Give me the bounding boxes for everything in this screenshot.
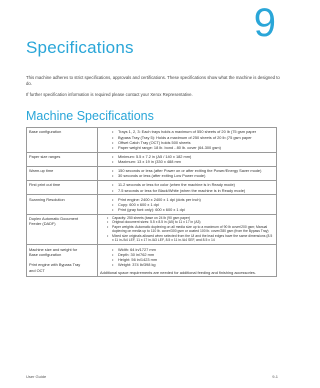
spec-row [27,214,277,245]
spec-bullet-list [100,182,274,192]
spec-value [98,152,277,166]
spec-value [98,214,277,245]
spec-label-line: Scanning Resolution [29,196,65,202]
spec-label-line: Feeder (DADF) [29,221,56,227]
spec-bullet: • 30 seconds or less (after exiting Low Power mode) [118,173,274,178]
spec-bullet: • Bypass Tray (Tray 5): Holds a maximum of 250 sheets of 20 lb (75 gsm paper [118,135,274,140]
spec-label [27,195,98,214]
spec-bullet-list [100,247,274,268]
spec-bullet: • Maximum: 13 x 19 in (330 x 488 mm [118,159,274,164]
spec-label [27,152,98,166]
spec-bullet: • Depth: 30 in/762 mm [118,252,274,257]
spec-label-line: Machine size and weight for [29,246,78,252]
spec-bullet: • Trays 1, 2, 3: Each trays holds a maximum of 550 sheets of 20 lb (75 gsm paper [118,129,274,134]
intro-paragraph: If further specification information is required please contact your Xerox Representative. [26,92,193,97]
spec-bullet: • Copy: 600 x 600 x 1 dpi [118,202,274,207]
intro-paragraph: This machine adheres to strict specifications, approvals and certifications. These specifications show what the machine is designed to do. [26,75,280,87]
spec-bullet: • Width: 64 in/1727 mm [118,247,274,252]
spec-bullet: • Minimum: 5.5 x 7.2 in (A5 / 140 x 182 mm) [118,154,274,159]
spec-bullet: • Print engine: 2400 x 2400 x 1 dpi (dots per inch) [118,197,274,202]
footer-guide-name: User Guide [26,374,47,379]
spec-label-line: and OCT [29,267,45,273]
intro-text [26,75,281,103]
spec-label [27,128,98,153]
section-title: Machine Specifications [26,109,154,123]
spec-bullet: • Offset Catch Tray (OCT) holds 500 sheets [118,140,274,145]
spec-bullet: • Capacity: 250 sheets (base on 24 lb (90 gsm paper) [112,216,274,221]
spec-bullet: • Paper weights: Automatic duplexing on all media size up to a maximum of 90 lb cover/200 gsm; Manual duplexing on media up to 110 lb. cover/300 gsm or coated 100 lb. cover/280 gsm (from the Bypass Tray) [112,225,274,234]
spec-bullet-list [100,216,274,243]
spec-bullet: • 150 seconds or less (after Power on or after exiting the Power/Energy Saver mode) [118,168,274,173]
spec-bullet-list [100,129,274,150]
spec-row [27,245,277,277]
spec-label-line: Warm-up time [29,168,54,174]
spec-label [27,245,98,277]
spec-value [98,195,277,214]
spec-bullet-list [100,154,274,164]
spec-bullet: • Height: 56 in/1423 mm [118,257,274,262]
spec-label-line: Base configuration [29,251,62,257]
spec-bullet: • Original document sizes: 5.5 x 8.5 in (A5) to 11 x 17 in (A3) [112,220,274,225]
spec-label-line: Paper size ranges [29,153,61,159]
spec-table [26,127,277,277]
spec-bullet: • 11.2 seconds or less for color (when the machine is in Ready mode) [118,182,274,187]
spec-note: Additional space requirements are needed for additional feeding and finishing accessories. [100,269,256,275]
spec-value [98,128,277,153]
spec-label-line: First print out time [29,182,61,188]
spec-value [98,166,277,180]
spec-bullet: • 7.5 seconds or less for Black/White (when the machine is in Ready mode) [118,188,274,193]
spec-row [27,128,277,153]
page-title: Specifications [26,38,134,57]
spec-bullet: • Mixed size originals allowed when selected from the UI and the lead edges have the same dimensions (8.5 x 11 in./A4 LEF, 11 x 17 in./A3 LEF, 8.5 x 11 in./A4 SEF, and 8.5 x 14 [112,234,274,243]
spec-value [98,180,277,194]
spec-row [27,195,277,214]
spec-bullet-list [100,197,274,213]
chapter-number: 9 [253,1,276,45]
spec-value [98,245,277,277]
spec-label [27,180,98,194]
spec-bullet-list [100,168,274,178]
spec-label-line: Print engine with Bypass Tray [29,262,81,268]
spec-row [27,166,277,180]
spec-label [27,166,98,180]
spec-bullet: • Paper weight range: 18 lb. bond - 80 lb. cover (64-300 gsm) [118,145,274,150]
spec-label-line: Duplex Automatic Document [29,215,79,221]
spec-row [27,152,277,166]
spec-row [27,180,277,194]
footer-page-number: 9-1 [272,374,278,379]
spec-bullet: • Weight: 374 lb/398 kg [118,262,274,267]
spec-label [27,214,98,245]
spec-label-line: Base configuration [29,129,62,135]
spec-bullet: • Print (gray font only): 600 x 600 x 1 dpi [118,207,274,212]
